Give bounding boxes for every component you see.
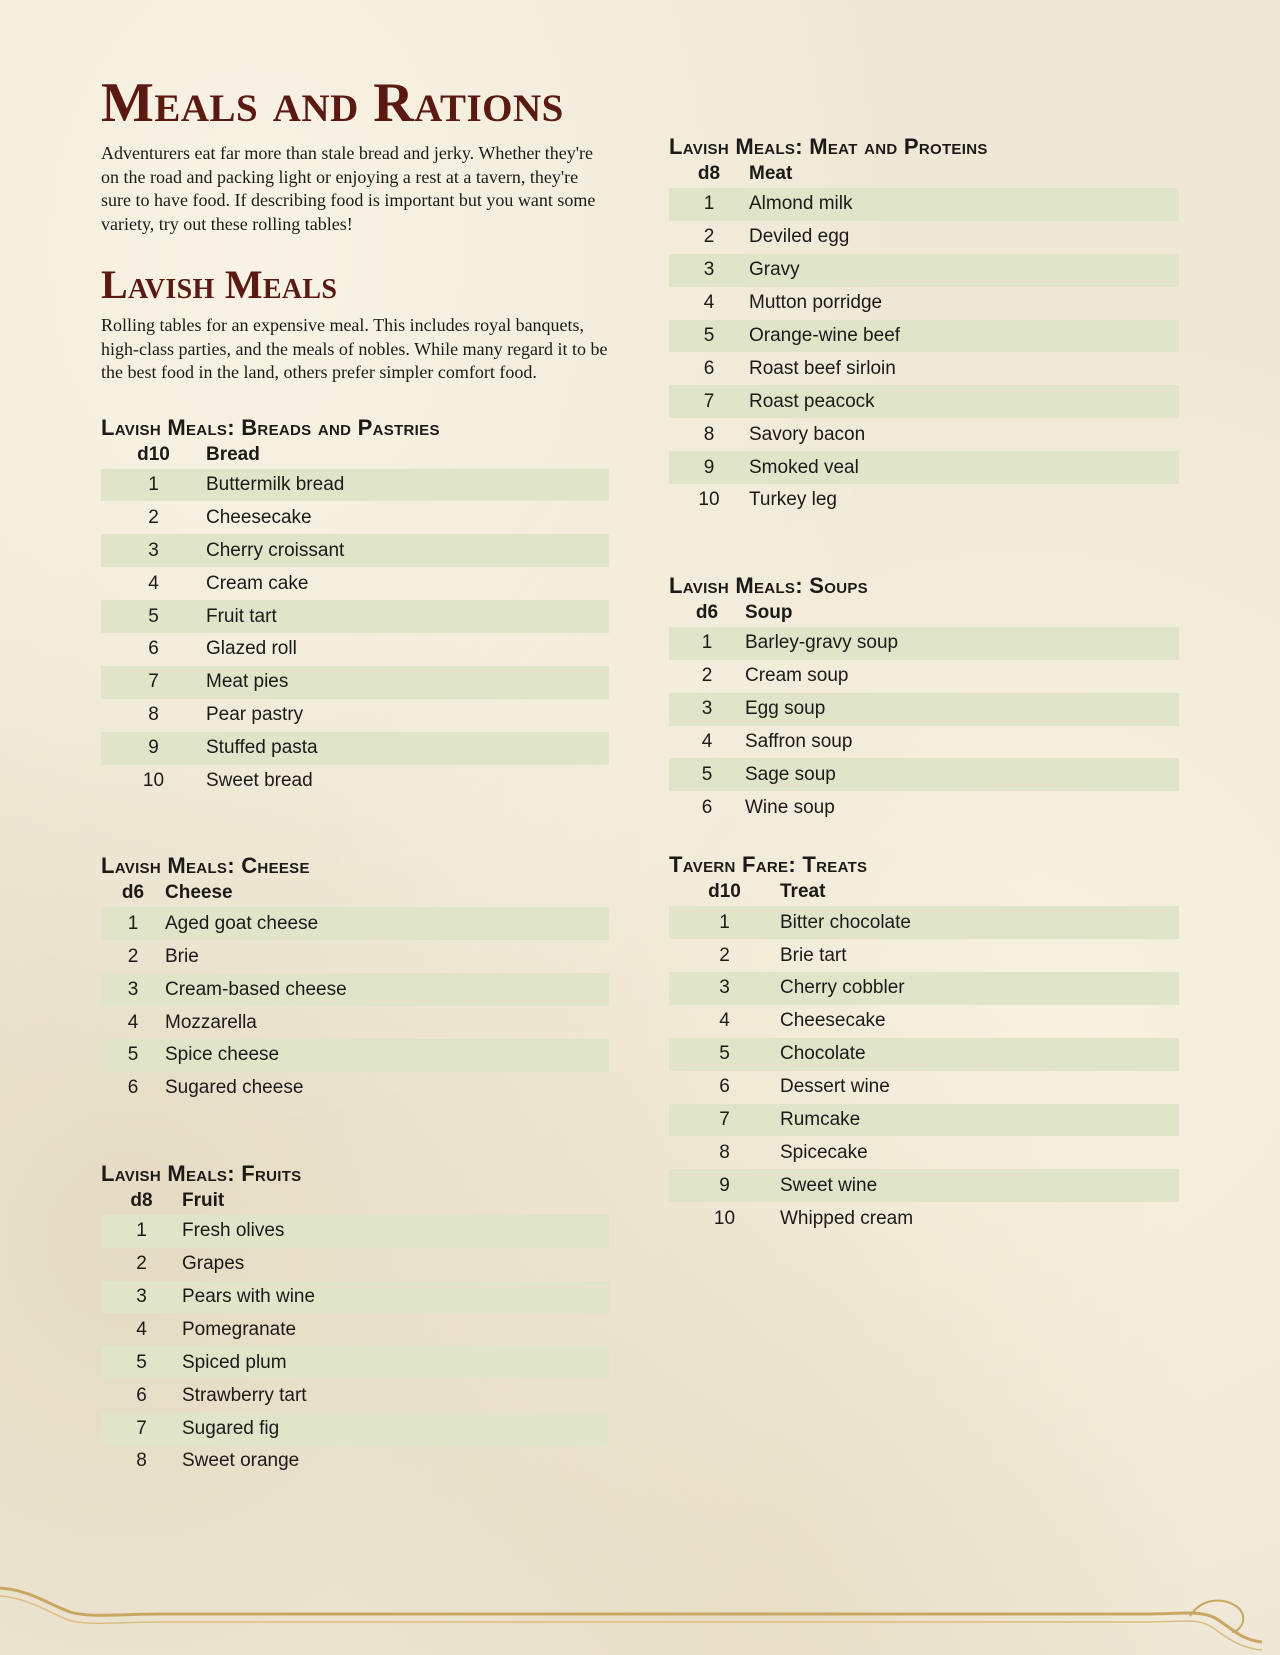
- roll-number: 3: [669, 693, 745, 726]
- table-row: [669, 627, 1179, 660]
- rolling-table: [101, 1187, 609, 1478]
- table-row: [101, 567, 609, 600]
- roll-number: 2: [148, 506, 159, 528]
- rolling-table: [669, 599, 1179, 824]
- table-row: [101, 501, 609, 534]
- roll-result: Grapes: [182, 1253, 245, 1275]
- roll-result: Sugared fig: [182, 1412, 609, 1445]
- roll-result: Spicecake: [780, 1141, 868, 1163]
- roll-result: Brie tart: [780, 944, 847, 966]
- table-row: [669, 906, 1179, 939]
- roll-result: Spice cheese: [165, 1039, 609, 1072]
- roll-result: Chocolate: [780, 1038, 1179, 1071]
- roll-number: 2: [127, 945, 139, 967]
- roll-result: Cream-based cheese: [165, 973, 609, 1006]
- roll-result: Buttermilk bread: [206, 469, 609, 502]
- roll-result: Cheesecake: [206, 506, 312, 528]
- roll-result: Gravy: [749, 254, 1179, 287]
- roll-number: 8: [148, 704, 159, 726]
- roll-result: Orange-wine beef: [749, 320, 1179, 353]
- meat-table-block: [669, 134, 1179, 517]
- roll-result: Savory bacon: [749, 423, 866, 445]
- roll-number: 3: [669, 254, 749, 287]
- roll-result: Fruit tart: [206, 600, 609, 633]
- roll-number: 7: [669, 385, 749, 418]
- rolling-table: [101, 441, 609, 798]
- treats-table-block: [669, 852, 1179, 1235]
- roll-number: 6: [719, 1076, 730, 1098]
- roll-number: 1: [669, 188, 749, 221]
- die-header: d10: [137, 443, 170, 465]
- right-column: [669, 134, 1179, 1235]
- table-row: [669, 939, 1179, 972]
- roll-result: Sweet orange: [182, 1450, 300, 1472]
- roll-number: 8: [703, 423, 715, 445]
- table-row: [101, 1215, 609, 1248]
- table-row: [101, 1039, 609, 1072]
- page-title: Meals and Rations: [101, 72, 564, 134]
- table-row: [669, 451, 1179, 484]
- table-header-row: [101, 1187, 609, 1215]
- roll-result: Pear pastry: [206, 704, 304, 726]
- roll-result: Rumcake: [780, 1104, 1179, 1137]
- table-row: [101, 534, 609, 567]
- roll-number: 5: [669, 1038, 780, 1071]
- page-border-ornament: [0, 1570, 1280, 1655]
- table-row: [101, 1281, 609, 1314]
- roll-number: 1: [669, 627, 745, 660]
- table-row: [669, 726, 1179, 759]
- table-row: [669, 385, 1179, 418]
- roll-number: 6: [136, 1384, 147, 1406]
- column-header: Fruit: [182, 1189, 225, 1211]
- roll-number: 2: [719, 944, 730, 966]
- roll-result: Turkey leg: [749, 489, 837, 511]
- roll-number: 3: [101, 534, 206, 567]
- roll-number: 7: [101, 666, 206, 699]
- table-row: [669, 254, 1179, 287]
- roll-number: 4: [136, 1318, 147, 1340]
- table-row: [101, 1346, 609, 1379]
- rolling-table: [669, 878, 1179, 1235]
- roll-result: Spiced plum: [182, 1346, 609, 1379]
- roll-result: Mutton porridge: [749, 292, 883, 314]
- roll-result: Almond milk: [749, 188, 1179, 221]
- roll-number: 7: [101, 1412, 182, 1445]
- section-title: Lavish Meals: [101, 262, 338, 307]
- die-header: d10: [708, 881, 741, 903]
- roll-result: Stuffed pasta: [206, 732, 609, 765]
- table-title: Lavish Meals: Fruits: [101, 1160, 302, 1186]
- table-header-row: [669, 878, 1179, 906]
- table-row: [101, 765, 609, 798]
- roll-result: Cherry cobbler: [780, 972, 1179, 1005]
- table-title: Lavish Meals: Cheese: [101, 853, 310, 879]
- table-row: [669, 1136, 1179, 1169]
- roll-result: Fresh olives: [182, 1215, 609, 1248]
- table-row: [669, 1071, 1179, 1104]
- roll-number: 4: [701, 731, 713, 753]
- die-header: d6: [695, 601, 719, 623]
- table-row: [101, 699, 609, 732]
- roll-number: 9: [669, 1169, 780, 1202]
- soups-table-block: [669, 573, 1179, 824]
- die-header: d6: [121, 882, 145, 904]
- table-header-row: [669, 599, 1179, 627]
- roll-result: Sage soup: [745, 758, 1179, 791]
- table-row: [101, 940, 609, 973]
- roll-result: Dessert wine: [780, 1076, 890, 1098]
- table-row: [101, 907, 609, 940]
- roll-number: 6: [148, 638, 159, 660]
- roll-number: 3: [101, 1281, 182, 1314]
- table-row: [101, 1445, 609, 1478]
- table-row: [669, 484, 1179, 517]
- roll-number: 1: [101, 907, 165, 940]
- roll-number: 5: [669, 320, 749, 353]
- table-row: [101, 600, 609, 633]
- table-row: [669, 758, 1179, 791]
- roll-number: 5: [101, 1346, 182, 1379]
- roll-result: Saffron soup: [745, 731, 853, 753]
- roll-number: 1: [101, 1215, 182, 1248]
- table-row: [669, 221, 1179, 254]
- roll-number: 9: [101, 732, 206, 765]
- table-title: Lavish Meals: Breads and Pastries: [101, 414, 440, 440]
- rolling-table: [101, 879, 609, 1104]
- table-row: [669, 1202, 1179, 1235]
- table-row: [669, 320, 1179, 353]
- roll-number: 5: [101, 600, 206, 633]
- column-header: Treat: [780, 881, 826, 903]
- table-row: [669, 791, 1179, 824]
- roll-result: Meat pies: [206, 666, 609, 699]
- roll-number: 1: [669, 906, 780, 939]
- column-header: Cheese: [165, 882, 233, 904]
- table-row: [669, 693, 1179, 726]
- roll-number: 4: [127, 1011, 139, 1033]
- roll-number: 3: [669, 972, 780, 1005]
- rolling-table: [669, 160, 1179, 517]
- table-row: [669, 1104, 1179, 1137]
- table-row: [101, 1412, 609, 1445]
- roll-result: Egg soup: [745, 693, 1179, 726]
- roll-result: Strawberry tart: [182, 1384, 307, 1406]
- roll-number: 4: [148, 572, 159, 594]
- roll-result: Sweet bread: [206, 769, 313, 791]
- table-row: [101, 633, 609, 666]
- roll-number: 3: [101, 973, 165, 1006]
- intro-paragraph: Adventurers eat far more than stale bread and jerky. Whether they're on the road and packing light or enjoying a rest at a tavern, they're sure to have food. If describing food is important but you want some variety, try out these rolling tables!: [101, 143, 596, 234]
- table-row: [101, 1379, 609, 1412]
- roll-result: Smoked veal: [749, 451, 1179, 484]
- table-row: [669, 352, 1179, 385]
- roll-number: 2: [701, 665, 713, 687]
- roll-result: Aged goat cheese: [165, 907, 609, 940]
- roll-number: 6: [127, 1077, 139, 1099]
- table-row: [101, 1006, 609, 1039]
- roll-result: Glazed roll: [206, 638, 297, 660]
- table-header-row: [101, 441, 609, 469]
- roll-result: Roast beef sirloin: [749, 357, 896, 379]
- roll-number: 10: [713, 1207, 736, 1229]
- table-row: [101, 973, 609, 1006]
- table-header-row: [669, 160, 1179, 188]
- roll-number: 2: [703, 226, 715, 248]
- roll-result: Wine soup: [745, 796, 835, 818]
- roll-number: 9: [669, 451, 749, 484]
- column-header: Bread: [206, 443, 260, 465]
- table-row: [101, 732, 609, 765]
- roll-result: Deviled egg: [749, 226, 850, 248]
- breads-table-block: [101, 415, 609, 798]
- roll-number: 4: [719, 1010, 730, 1032]
- roll-result: Sweet wine: [780, 1169, 1179, 1202]
- roll-result: Sugared cheese: [165, 1077, 304, 1099]
- table-header-row: [101, 879, 609, 907]
- column-header: Soup: [745, 601, 793, 623]
- column-header: Meat: [749, 163, 793, 184]
- die-header: d8: [130, 1189, 153, 1211]
- table-row: [669, 660, 1179, 693]
- roll-result: Cream soup: [745, 665, 849, 687]
- roll-number: 5: [101, 1039, 165, 1072]
- roll-number: 2: [136, 1253, 147, 1275]
- roll-number: 6: [701, 796, 713, 818]
- roll-number: 1: [101, 469, 206, 502]
- roll-result: Cherry croissant: [206, 534, 609, 567]
- table-title: Lavish Meals: Meat and Proteins: [669, 134, 988, 159]
- roll-number: 8: [136, 1450, 147, 1472]
- section-paragraph: Rolling tables for an expensive meal. This includes royal banquets, high-class parties, and the meals of nobles. While many regard it to be the best food in the land, others prefer simpler comfort food.: [101, 315, 608, 382]
- roll-number: 5: [669, 758, 745, 791]
- cheese-table-block: [101, 853, 609, 1104]
- roll-result: Bitter chocolate: [780, 906, 1179, 939]
- roll-result: Mozzarella: [165, 1011, 257, 1033]
- table-row: [669, 1038, 1179, 1071]
- table-row: [101, 1072, 609, 1105]
- roll-result: Cheesecake: [780, 1010, 886, 1032]
- table-row: [101, 1313, 609, 1346]
- table-title: Lavish Meals: Soups: [669, 572, 868, 598]
- roll-result: Pears with wine: [182, 1281, 609, 1314]
- roll-number: 8: [719, 1141, 730, 1163]
- table-title: Tavern Fare: Treats: [669, 852, 868, 878]
- roll-number: 10: [698, 489, 720, 511]
- die-header: d8: [697, 163, 721, 184]
- table-row: [669, 1169, 1179, 1202]
- roll-result: Pomegranate: [182, 1318, 297, 1340]
- roll-result: Brie: [165, 945, 199, 967]
- table-row: [101, 666, 609, 699]
- roll-number: 4: [703, 292, 715, 314]
- roll-result: Barley-gravy soup: [745, 627, 1179, 660]
- table-row: [101, 469, 609, 502]
- roll-number: 10: [142, 769, 165, 791]
- roll-result: Whipped cream: [780, 1207, 914, 1229]
- table-row: [669, 287, 1179, 320]
- roll-result: Roast peacock: [749, 385, 1179, 418]
- table-row: [669, 972, 1179, 1005]
- table-row: [669, 188, 1179, 221]
- left-column: [101, 70, 609, 1478]
- table-row: [669, 1005, 1179, 1038]
- roll-number: 7: [669, 1104, 780, 1137]
- table-row: [669, 418, 1179, 451]
- roll-number: 6: [703, 357, 715, 379]
- table-row: [101, 1248, 609, 1281]
- roll-result: Cream cake: [206, 572, 309, 594]
- fruits-table-block: [101, 1161, 609, 1478]
